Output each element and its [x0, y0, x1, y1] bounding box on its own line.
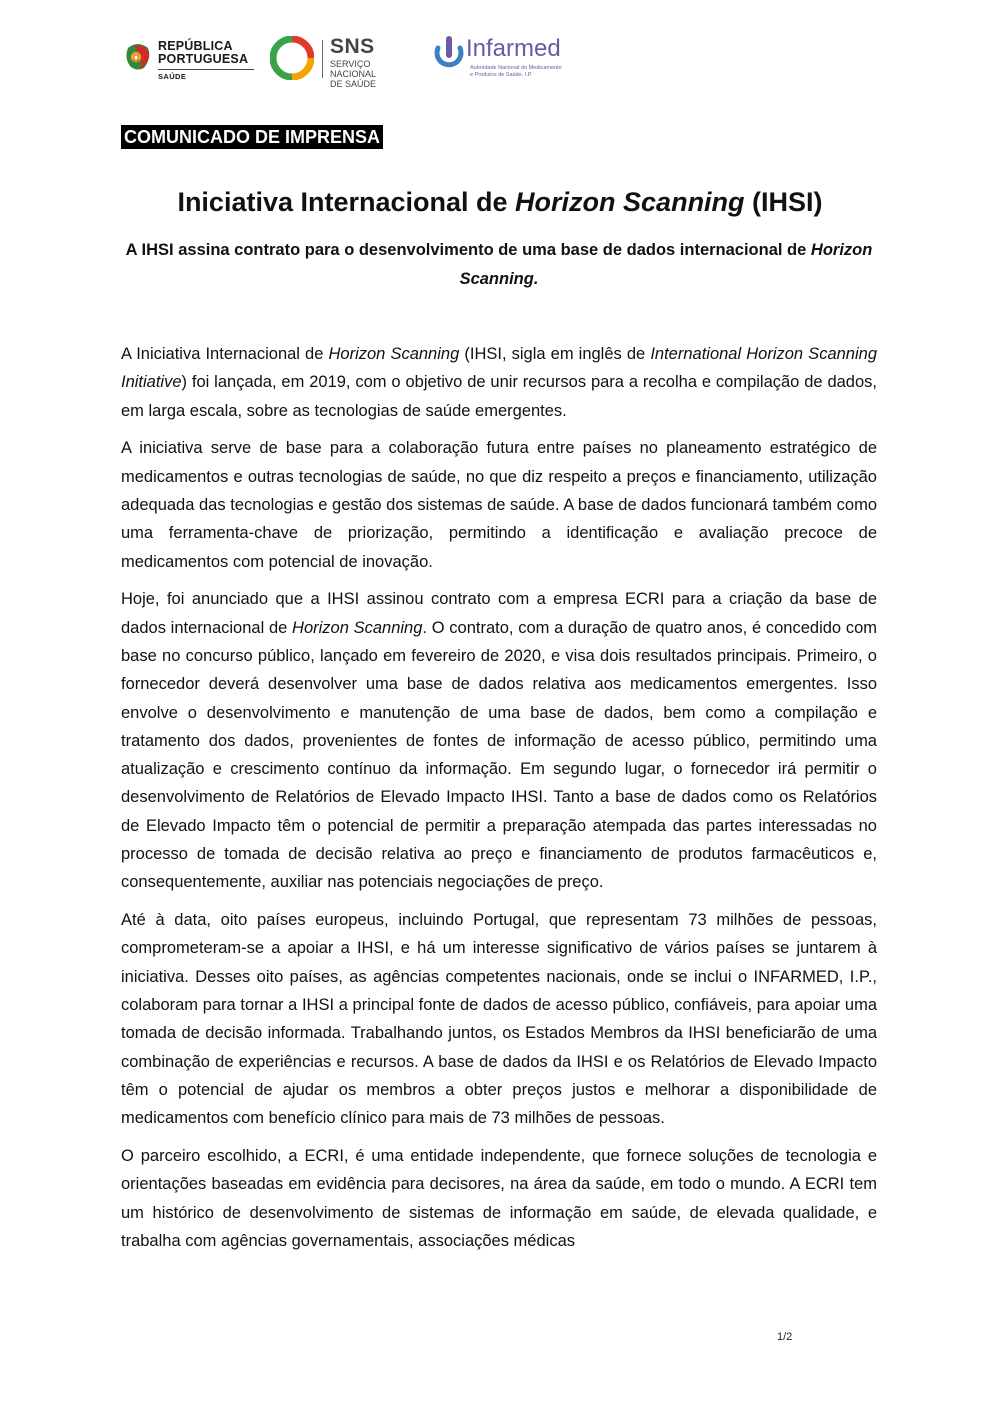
paragraph-5: O parceiro escolhido, a ECRI, é uma entidade independente, que fornece soluções de tecnologia e orientações baseadas em evidência para decisores, na área da saúde, em todo o mundo. A ECRI tem um histórico de desenvolvimento de sistemas de informação em saúde, de elevada qualidade, e trabalha com agências governamentais, associações médicas: [121, 1147, 877, 1250]
infarmed-mark-icon: [432, 34, 466, 70]
page-number: 1/2: [777, 1331, 793, 1343]
paragraph-4: Até à data, oito países europeus, incluindo Portugal, que representam 73 milhões de pessoas, comprometeram-se a apoiar a IHSI, e há um interesse significativo de vários países se juntarem à iniciativa. Desses oito países, as agências competentes nacionais, onde se inclui o INFARMED, I.P., colaboram para tornar a IHSI a principal fonte de dados de acesso público, confiáveis, para apoiar uma tomada de decisão informada. Trabalhando juntos, os Estados Membros da IHSI beneficiarão de uma combinação de experiências e recursos. A base de dados da IHSI e os Relatórios de Elevado Impacto têm o potencial de ajudar os membros a obter preços justos e melhorar a disponibilidade de medicamentos com benefício clínico para mais de 73 milhões de pessoas.: [121, 911, 877, 1128]
sns-logo: [270, 35, 400, 89]
paragraph-2: A iniciativa serve de base para a colaboração futura entre países no planeamento estratégico de medicamentos e outras tecnologias de saúde, no que diz respeito a preços e financiamento, utilização adequada das tecnologias e gestão dos sistemas de saúde. A base de dados funcionará também como uma ferramenta-chave de priorização, permitindo a identificação e avaliação precoce de medicamentos com potencial de inovação.: [121, 439, 877, 571]
portugal-emblem-icon: [124, 42, 152, 72]
sns-subtitle: SERVIÇO NACIONAL DE SAÚDE: [330, 59, 377, 89]
paragraph-1: A Iniciativa Internacional de Horizon Scanning (IHSI, sigla em inglês de International Horizon Scanning Initiative) foi lançada, em 2019, com o objetivo de unir recursos para a recolha e compilação de dados, em larga escala, sobre as tecnologias de saúde emergentes.: [121, 345, 877, 420]
press-release-label: COMUNICADO DE IMPRENSA: [121, 125, 383, 149]
document-subtitle: A IHSI assina contrato para o desenvolvimento de uma base de dados internacional de Horizon Scanning.: [125, 241, 873, 288]
infarmed-title: Infarmed: [466, 35, 561, 62]
sns-ring-icon: [270, 36, 314, 80]
republica-portuguesa-text: REPÚBLICA PORTUGUESA: [158, 39, 249, 66]
document-title: Iniciativa Internacional de Horizon Scanning (IHSI): [177, 187, 823, 217]
republica-subtitle: SAÚDE: [158, 72, 187, 81]
body-text: [121, 340, 877, 1255]
divider: [158, 69, 254, 70]
infarmed-subtitle: Autoridade Nacional do Medicamento e Produtos de Saúde, I.P.: [470, 65, 562, 78]
divider: [322, 40, 323, 78]
sns-title: SNS: [330, 35, 375, 58]
republica-portuguesa-logo: [124, 40, 254, 86]
paragraph-3: Hoje, foi anunciado que a IHSI assinou contrato com a empresa ECRI para a criação da base de dados internacional de Horizon Scanning. O contrato, com a duração de quatro anos, é concedido com base no concurso público, lançado em fevereiro de 2020, e visa dois resultados principais. Primeiro, o fornecedor deverá desenvolver uma base de dados relativa aos medicamentos emergentes. Isso envolve o desenvolvimento e manutenção de uma base de dados, bem como a compilação e tratamento dos dados, provenientes de fontes de informação de acesso público, permitindo uma atualização e crescimento contínuo da informação. Em segundo lugar, o fornecedor irá permitir o desenvolvimento de Relatórios de Elevado Impacto IHSI. Tanto a base de dados como os Relatórios de Elevado Impacto têm o potencial de permitir a preparação atempada das partes interessadas no processo de tomada de decisão relativa ao preço e financiamento de produtos farmacêuticos e, consequentemente, auxiliar nas potenciais negociações de preço.: [121, 590, 877, 892]
infarmed-logo: [432, 34, 572, 84]
